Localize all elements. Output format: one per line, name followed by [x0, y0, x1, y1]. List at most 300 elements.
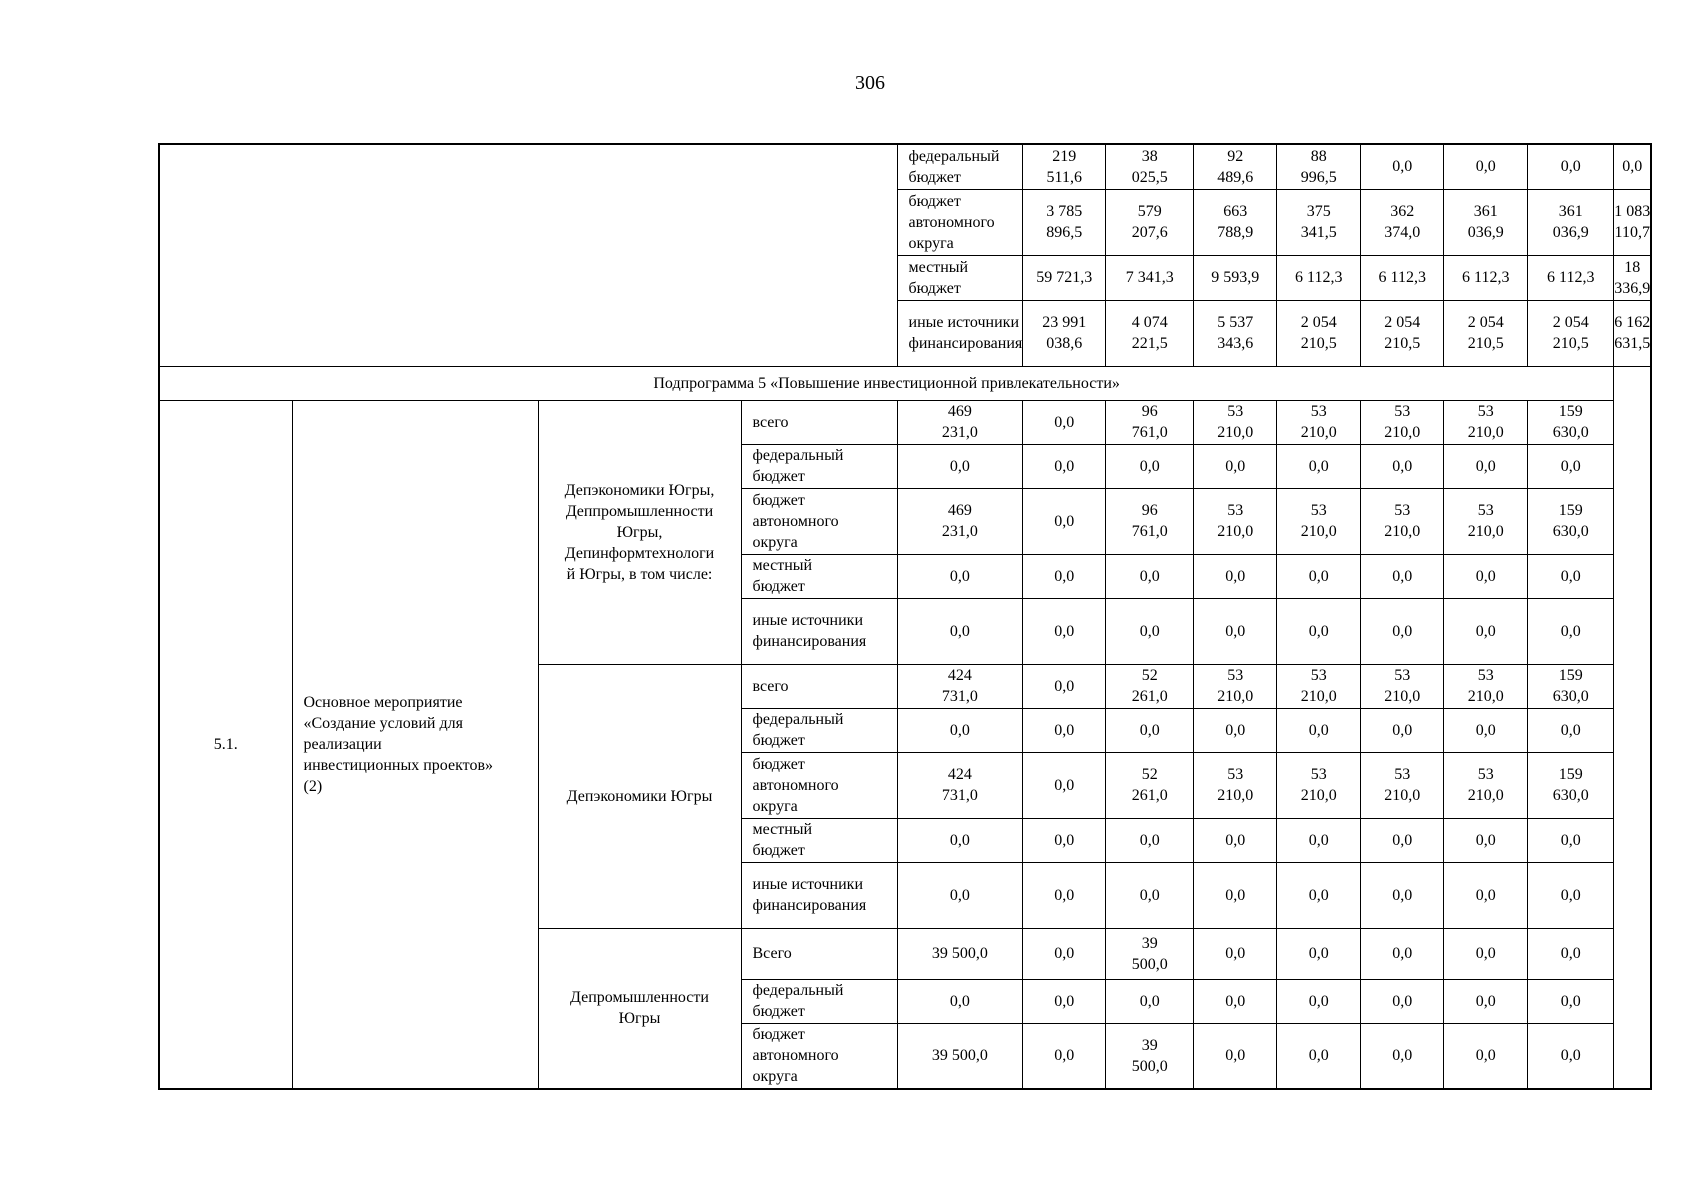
cell-text: 0,0: [1560, 945, 1581, 962]
cell-text: 7 341,3: [1125, 269, 1174, 286]
value-cell: [1194, 818, 1277, 862]
source-cell: [741, 598, 897, 664]
value-cell: [1106, 488, 1194, 554]
cell-text: 375 341,5: [1300, 203, 1337, 241]
cell-text: Депэкономики Югры: [566, 787, 713, 805]
value-cell: [1194, 488, 1277, 554]
value-cell: [897, 928, 1023, 979]
cell-text: 0,0: [1392, 622, 1413, 640]
value-cell: [1614, 189, 1652, 255]
value-cell: [1528, 300, 1614, 366]
cell-text: 0,0: [1560, 886, 1581, 904]
cell-text: 96 761,0: [1131, 403, 1168, 441]
cell-text: 424 731,0: [941, 667, 978, 705]
value-cell: [1528, 444, 1614, 488]
cell-text: 0,0: [1560, 831, 1581, 849]
cell-text: 0,0: [1225, 721, 1246, 739]
value-cell: [1023, 444, 1106, 488]
value-cell: [1528, 1023, 1614, 1089]
cell-text: 159 630,0: [1552, 766, 1589, 804]
value-cell: [1361, 144, 1444, 189]
cell-text: 23 991 038,6: [1042, 314, 1087, 352]
cell-text: 0,0: [1392, 945, 1413, 962]
value-cell: [897, 598, 1023, 664]
cell-text: 39 500,0: [1131, 934, 1168, 973]
value-cell: [1277, 818, 1361, 862]
cell-text: 53 210,0: [1467, 403, 1504, 441]
cell-text: 53 210,0: [1300, 502, 1337, 540]
value-cell: [1023, 979, 1106, 1023]
cell-text: 0,0: [1392, 721, 1413, 739]
value-cell: [1361, 255, 1444, 300]
value-cell: [1277, 554, 1361, 598]
value-cell: [1444, 189, 1528, 255]
source-cell: [741, 708, 897, 752]
value-cell: [1194, 752, 1277, 818]
value-cell: [1528, 708, 1614, 752]
cell-text: 0,0: [1392, 567, 1413, 585]
value-cell: [1106, 708, 1194, 752]
cell-text: 18 336,9: [1614, 258, 1651, 297]
value-cell: [1528, 255, 1614, 300]
cell-text: 0,0: [1225, 1047, 1246, 1065]
cell-text: 0,0: [1054, 567, 1075, 585]
value-cell: [1361, 928, 1444, 979]
table-row: [159, 400, 1651, 444]
cell-text: 0,0: [1560, 158, 1581, 176]
cell-text: 0,0: [1560, 721, 1581, 739]
value-cell: [1106, 1023, 1194, 1089]
value-cell: [1277, 598, 1361, 664]
value-cell: [897, 818, 1023, 862]
cell-text: 159 630,0: [1552, 502, 1589, 540]
value-cell: [1023, 598, 1106, 664]
value-cell: [1106, 255, 1194, 300]
value-cell: [1444, 488, 1528, 554]
value-cell: [1444, 752, 1528, 818]
financing-table: [158, 143, 1652, 1090]
value-cell: [1361, 818, 1444, 862]
cell-text: всего: [752, 413, 789, 431]
source-cell: [741, 488, 897, 554]
cell-text: 53 210,0: [1217, 502, 1254, 540]
value-cell: [1106, 400, 1194, 444]
cell-text: 0,0: [1225, 622, 1246, 640]
cell-text: 579 207,6: [1131, 203, 1168, 241]
value-cell: [897, 979, 1023, 1023]
cell-text: 0,0: [1139, 831, 1160, 849]
value-cell: [1023, 255, 1106, 300]
cell-text: 0,0: [1054, 413, 1075, 431]
value-cell: [1194, 444, 1277, 488]
cell-text: 38 025,5: [1131, 147, 1168, 186]
cell-text: 0,0: [1560, 1047, 1581, 1065]
executor-cell: [538, 400, 741, 664]
cell-text: 0,0: [1054, 721, 1075, 739]
value-cell: [1277, 752, 1361, 818]
value-cell: [1106, 189, 1194, 255]
cell-text: 53 210,0: [1467, 667, 1504, 705]
source-cell: [741, 862, 897, 928]
cell-text: 2 054 210,5: [1384, 314, 1421, 352]
cell-text: 0,0: [1308, 1047, 1329, 1065]
value-cell: [1361, 752, 1444, 818]
cell-text: 39 500,0: [1131, 1036, 1168, 1075]
cell-text: 0,0: [949, 457, 970, 475]
value-cell: [1444, 862, 1528, 928]
value-cell: [1194, 708, 1277, 752]
cell-text: 0,0: [1225, 567, 1246, 585]
value-cell: [1277, 664, 1361, 708]
value-cell: [1361, 189, 1444, 255]
cell-text: 53 210,0: [1217, 667, 1254, 705]
value-cell: [1528, 818, 1614, 862]
cell-text: 0,0: [1225, 886, 1246, 904]
value-cell: [1444, 300, 1528, 366]
cell-text: 0,0: [1308, 457, 1329, 475]
cell-text: 0,0: [1225, 945, 1246, 962]
value-cell: [1023, 189, 1106, 255]
cell-text: 0,0: [1475, 457, 1496, 475]
cell-text: местный бюджет: [908, 258, 969, 297]
cell-text: 362 374,0: [1384, 203, 1421, 241]
value-cell: [1614, 144, 1652, 189]
value-cell: [1277, 862, 1361, 928]
cell-text: 0,0: [949, 886, 970, 904]
value-cell: [1023, 752, 1106, 818]
cell-text: 0,0: [949, 721, 970, 739]
cell-text: 0,0: [1225, 831, 1246, 849]
cell-text: 0,0: [1054, 622, 1075, 640]
value-cell: [1023, 818, 1106, 862]
value-cell: [1194, 928, 1277, 979]
value-cell: [1194, 255, 1277, 300]
value-cell: [1194, 664, 1277, 708]
cell-text: 39 500,0: [931, 945, 988, 962]
source-cell: [741, 928, 897, 979]
value-cell: [1528, 979, 1614, 1023]
executor-cell: [538, 664, 741, 928]
cell-text: 0,0: [1560, 992, 1581, 1010]
value-cell: [1023, 862, 1106, 928]
cell-text: 0,0: [1475, 886, 1496, 904]
cell-text: 361 036,9: [1552, 203, 1589, 241]
cell-text: местный бюджет: [752, 557, 813, 595]
cell-text: 0,0: [1139, 457, 1160, 475]
value-cell: [1106, 979, 1194, 1023]
value-cell: [1361, 554, 1444, 598]
cell-text: 96 761,0: [1131, 502, 1168, 540]
value-cell: [1444, 598, 1528, 664]
cell-text: 0,0: [1392, 158, 1413, 176]
cell-text: 0,0: [1560, 567, 1581, 585]
value-cell: [1194, 862, 1277, 928]
value-cell: [1444, 144, 1528, 189]
cell-text: 0,0: [1475, 158, 1496, 176]
value-cell: [1194, 979, 1277, 1023]
value-cell: [1528, 598, 1614, 664]
value-cell: [1194, 189, 1277, 255]
cell-text: 219 511,6: [1046, 147, 1082, 186]
cell-text: 0,0: [1054, 831, 1075, 849]
cell-text: 2 054 210,5: [1467, 314, 1504, 352]
value-cell: [1106, 862, 1194, 928]
cell-text: 0,0: [1139, 992, 1160, 1010]
value-cell: [1106, 928, 1194, 979]
cell-text: 159 630,0: [1552, 667, 1589, 705]
cell-text: 53 210,0: [1300, 766, 1337, 804]
value-cell: [1361, 862, 1444, 928]
value-cell: [1614, 300, 1652, 366]
subprogram-title: Подпрограмма 5 «Повышение инвестиционной привлекательности»: [159, 366, 1614, 400]
cell-text: 0,0: [1054, 677, 1075, 695]
cell-text: бюджет автономного округа: [908, 192, 995, 252]
cell-text: 0,0: [1475, 622, 1496, 640]
value-cell: [1194, 1023, 1277, 1089]
value-cell: [1277, 488, 1361, 554]
cell-text: Всего: [752, 945, 792, 962]
cell-text: Основное мероприятие «Создание условий для реализации инвестиционных проектов» (2): [303, 693, 493, 795]
cell-text: иные источники финансирования: [908, 314, 1023, 352]
cell-text: 0,0: [1054, 776, 1075, 794]
cell-text: бюджет автономного округа: [752, 491, 839, 551]
value-cell: [1277, 189, 1361, 255]
value-cell: [1444, 400, 1528, 444]
cell-text: Депромышленности Югры: [570, 989, 709, 1028]
cell-text: 53 210,0: [1467, 502, 1504, 540]
source-cell: [741, 664, 897, 708]
measure-number: 5.1.: [159, 400, 292, 1089]
cell-text: 59 721,3: [1036, 269, 1093, 286]
cell-text: 0,0: [1392, 992, 1413, 1010]
executor-cell: [538, 928, 741, 1089]
cell-text: 0,0: [1308, 886, 1329, 904]
cell-text: иные источники финансирования: [752, 612, 867, 650]
cell-text: 0,0: [1054, 945, 1075, 962]
cell-text: 0,0: [1475, 1047, 1496, 1065]
cell-text: 663 788,9: [1217, 203, 1254, 241]
value-cell: [1106, 664, 1194, 708]
source-cell: [741, 752, 897, 818]
value-cell: [1528, 488, 1614, 554]
cell-text: местный бюджет: [752, 821, 813, 859]
source-cell: [741, 818, 897, 862]
cell-text: 53 210,0: [1384, 403, 1421, 441]
value-cell: [897, 444, 1023, 488]
value-cell: [1444, 928, 1528, 979]
value-cell: [1528, 554, 1614, 598]
value-cell: [1194, 598, 1277, 664]
value-cell: [1361, 488, 1444, 554]
value-cell: [897, 862, 1023, 928]
cell-text: 52 261,0: [1131, 766, 1168, 804]
cell-text: 0,0: [1560, 457, 1581, 475]
value-cell: [897, 488, 1023, 554]
value-cell: [1444, 444, 1528, 488]
source-cell: [897, 189, 1023, 255]
cell-text: Депэкономики Югры, Дeппромышленности Югры, Депинформтехнологи й Югры, в том числе:: [564, 481, 715, 583]
value-cell: [1614, 255, 1652, 300]
table-row: [159, 366, 1651, 400]
cell-text: бюджет автономного округа: [752, 755, 839, 815]
value-cell: [1277, 928, 1361, 979]
cell-text: 0,0: [1392, 886, 1413, 904]
value-cell: [1361, 1023, 1444, 1089]
value-cell: [1444, 255, 1528, 300]
value-cell: [1528, 862, 1614, 928]
value-cell: [1106, 752, 1194, 818]
value-cell: [1277, 144, 1361, 189]
cell-text: федеральный бюджет: [752, 711, 844, 749]
value-cell: [1106, 144, 1194, 189]
cell-text: 0,0: [1054, 457, 1075, 475]
cell-text: 361 036,9: [1467, 203, 1504, 241]
cell-text: 88 996,5: [1300, 147, 1337, 186]
cell-text: 0,0: [1560, 622, 1581, 640]
value-cell: [1361, 708, 1444, 752]
source-cell: [897, 255, 1023, 300]
cell-text: всего: [752, 677, 789, 695]
value-cell: [1277, 255, 1361, 300]
cell-text: федеральный бюджет: [752, 982, 844, 1020]
cell-text: 0,0: [949, 622, 970, 640]
cell-text: 4 074 221,5: [1131, 314, 1168, 352]
cell-text: 0,0: [1308, 945, 1329, 962]
value-cell: [1194, 400, 1277, 444]
cell-text: 0,0: [1139, 567, 1160, 585]
value-cell: [1361, 979, 1444, 1023]
cell-text: 5 537 343,6: [1217, 314, 1254, 352]
cell-text: 0,0: [1392, 831, 1413, 849]
value-cell: [1444, 708, 1528, 752]
cell-text: 53 210,0: [1300, 403, 1337, 441]
cell-text: 52 261,0: [1131, 667, 1168, 705]
cell-text: 0,0: [1392, 1047, 1413, 1065]
cell-text: бюджет автономного округа: [752, 1026, 839, 1086]
value-cell: [1528, 928, 1614, 979]
cell-text: 0,0: [1139, 721, 1160, 739]
value-cell: [1194, 144, 1277, 189]
blank-continuation-cell: [159, 144, 897, 366]
value-cell: [1194, 554, 1277, 598]
value-cell: [1361, 598, 1444, 664]
cell-text: 0,0: [1392, 457, 1413, 475]
cell-text: 0,0: [1475, 945, 1496, 962]
value-cell: [1023, 488, 1106, 554]
cell-text: 0,0: [1475, 721, 1496, 739]
cell-text: 0,0: [1054, 512, 1075, 530]
source-cell: [741, 979, 897, 1023]
cell-text: 53 210,0: [1384, 667, 1421, 705]
cell-text: 6 162 631,5: [1614, 314, 1651, 352]
cell-text: 0,0: [1139, 622, 1160, 640]
value-cell: [1528, 752, 1614, 818]
cell-text: федеральный бюджет: [752, 447, 844, 485]
value-cell: [1106, 444, 1194, 488]
value-cell: [1023, 708, 1106, 752]
source-cell: [741, 554, 897, 598]
value-cell: [1528, 664, 1614, 708]
cell-text: 0,0: [1622, 158, 1643, 176]
value-cell: [1194, 300, 1277, 366]
cell-text: 2 054 210,5: [1300, 314, 1337, 352]
value-cell: [1277, 1023, 1361, 1089]
value-cell: [1023, 1023, 1106, 1089]
cell-text: 1 083 110,7: [1614, 203, 1651, 241]
source-cell: [741, 1023, 897, 1089]
cell-text: 0,0: [1308, 567, 1329, 585]
cell-text: 6 112,3: [1378, 269, 1426, 286]
cell-text: федеральный бюджет: [908, 147, 1000, 186]
value-cell: [1277, 300, 1361, 366]
cell-text: 0,0: [1475, 831, 1496, 849]
cell-text: 0,0: [1139, 886, 1160, 904]
value-cell: [1106, 818, 1194, 862]
cell-text: 92 489,6: [1217, 147, 1254, 186]
value-cell: [1277, 708, 1361, 752]
value-cell: [1023, 664, 1106, 708]
cell-text: 0,0: [1308, 622, 1329, 640]
value-cell: [897, 554, 1023, 598]
table-row: [159, 144, 1651, 189]
value-cell: [897, 752, 1023, 818]
value-cell: [1106, 300, 1194, 366]
value-cell: [1444, 1023, 1528, 1089]
cell-text: 9 593,9: [1211, 269, 1260, 286]
cell-text: 0,0: [1475, 992, 1496, 1010]
cell-text: иные источники финансирования: [752, 876, 867, 914]
value-cell: [1361, 444, 1444, 488]
value-cell: [1528, 189, 1614, 255]
cell-text: 6 112,3: [1462, 269, 1510, 286]
cell-text: 469 231,0: [941, 403, 978, 441]
value-cell: [1361, 400, 1444, 444]
cell-text: 0,0: [1054, 1047, 1075, 1065]
value-cell: [1528, 400, 1614, 444]
cell-text: 3 785 896,5: [1046, 203, 1083, 241]
cell-text: 469 231,0: [941, 502, 978, 540]
source-cell: [897, 300, 1023, 366]
source-cell: [741, 400, 897, 444]
cell-text: 0,0: [949, 567, 970, 585]
value-cell: [1277, 400, 1361, 444]
cell-text: 0,0: [1308, 831, 1329, 849]
cell-text: 0,0: [1054, 992, 1075, 1010]
cell-text: 6 112,3: [1547, 269, 1595, 286]
value-cell: [1106, 598, 1194, 664]
cell-text: 0,0: [949, 992, 970, 1010]
cell-text: 0,0: [1054, 886, 1075, 904]
value-cell: [1277, 444, 1361, 488]
value-cell: [1277, 979, 1361, 1023]
value-cell: [897, 664, 1023, 708]
value-cell: [1444, 979, 1528, 1023]
cell-text: 53 210,0: [1384, 502, 1421, 540]
cell-text: 53 210,0: [1217, 766, 1254, 804]
cell-text: 53 210,0: [1467, 766, 1504, 804]
cell-text: 159 630,0: [1552, 403, 1589, 441]
value-cell: [1444, 818, 1528, 862]
cell-text: 0,0: [1308, 721, 1329, 739]
cell-text: 6 112,3: [1295, 269, 1343, 286]
cell-text: 53 210,0: [1217, 403, 1254, 441]
value-cell: [1444, 664, 1528, 708]
value-cell: [1023, 300, 1106, 366]
cell-text: 0,0: [1225, 457, 1246, 475]
value-cell: [1023, 554, 1106, 598]
cell-text: 53 210,0: [1300, 667, 1337, 705]
value-cell: [1106, 554, 1194, 598]
